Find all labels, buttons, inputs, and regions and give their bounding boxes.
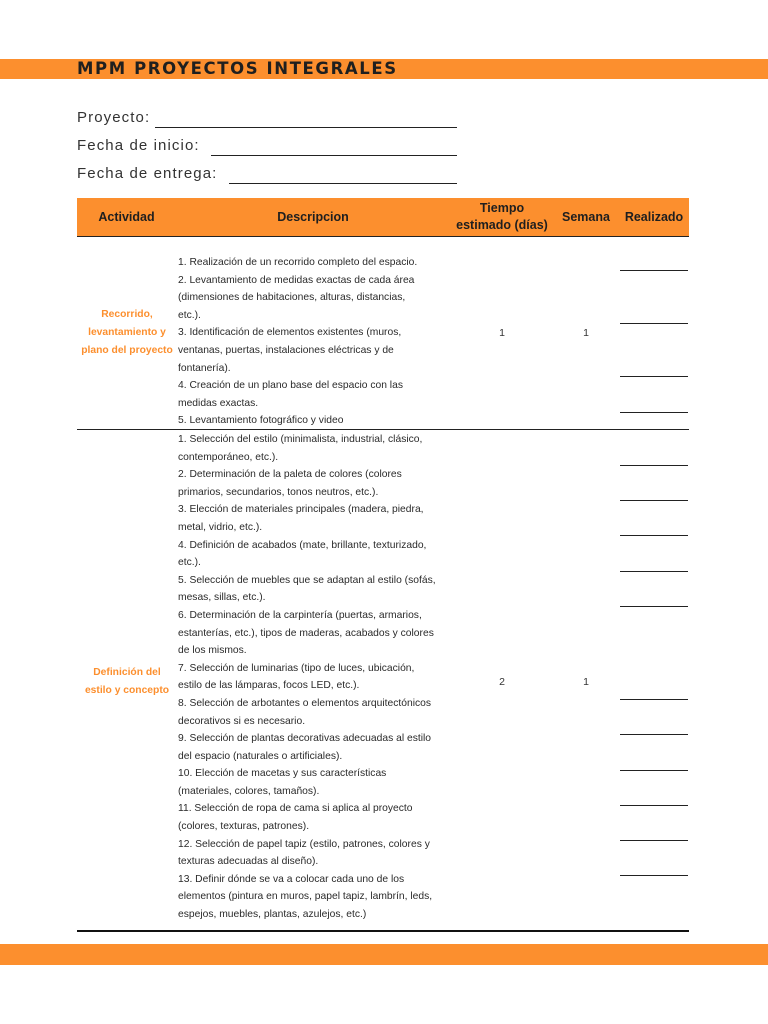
description-line: 10. Elección de macetas y sus características [178, 768, 387, 780]
delivery-date-label: Fecha de entrega: [77, 165, 218, 182]
description-line: texturas adecuadas al diseño). [178, 856, 319, 868]
description-line: 5. Levantamiento fotográfico y video [178, 415, 344, 427]
done-checkline[interactable] [620, 571, 688, 572]
done-checkline[interactable] [620, 270, 688, 271]
start-date-input-line[interactable] [211, 155, 457, 156]
done-checkline[interactable] [620, 323, 688, 324]
done-checkline[interactable] [620, 500, 688, 501]
description-cell [178, 431, 436, 924]
description-line: (materiales, colores, tamaños). [178, 785, 320, 797]
description-line: 1. Realización de un recorrido completo del espacio. [178, 257, 418, 268]
description-line: 7. Selección de luminarias (tipo de luces, ubicación, [178, 662, 415, 674]
footer-bar [0, 944, 768, 965]
header-semana: Semana [562, 209, 610, 224]
description-line: 11. Selección de ropa de cama si aplica al proyecto [178, 803, 413, 815]
start-date-label: Fecha de inicio: [77, 137, 200, 154]
table-bottom-border [77, 930, 689, 932]
row-divider [77, 429, 689, 430]
activity-label: Definición del estilo y concepto [84, 667, 170, 696]
done-checkline[interactable] [620, 734, 688, 735]
done-checkline[interactable] [620, 840, 688, 841]
activity-label: Recorrido, levantamiento y plano del proyecto [81, 309, 173, 356]
description-line: de los mismos. [178, 645, 247, 657]
description-line: 3. Identificación de elementos existentes (muros, [178, 327, 402, 339]
done-checkline[interactable] [620, 376, 688, 377]
description-line: medidas exactas. [178, 397, 259, 409]
description-line: 2. Levantamiento de medidas exactas de cada área [178, 274, 415, 286]
estimated-days: 1 [499, 327, 505, 339]
description-line: etc.). [178, 557, 201, 569]
page-title: MPM PROYECTOS INTEGRALES [77, 59, 398, 78]
description-line: decorativos si es necesario. [178, 715, 306, 727]
done-checkline[interactable] [620, 770, 688, 771]
description-line: 5. Selección de muebles que se adaptan al estilo (sofás, [178, 574, 436, 586]
project-input-line[interactable] [155, 127, 457, 128]
description-line: 1. Selección del estilo (minimalista, industrial, clásico, [178, 434, 423, 445]
done-checkline[interactable] [620, 412, 688, 413]
description-line: primarios, secundarios, tonos neutros, etc.). [178, 486, 379, 498]
description-line: contemporáneo, etc.). [178, 451, 279, 463]
description-line: espejos, muebles, plantas, azulejos, etc.) [178, 909, 367, 921]
description-line: estanterías, etc.), tipos de maderas, acabados y colores [178, 627, 434, 639]
header-actividad: Actividad [98, 209, 155, 224]
description-line: 13. Definir dónde se va a colocar cada uno de los [178, 873, 405, 885]
week-number: 1 [583, 676, 589, 688]
delivery-date-field[interactable] [77, 160, 457, 184]
week-number: 1 [583, 327, 589, 339]
estimated-days: 2 [499, 676, 505, 688]
header-descripcion: Descripcion [277, 209, 349, 224]
project-field[interactable] [77, 104, 457, 128]
description-line: del espacio (naturales o artificiales). [178, 750, 343, 762]
description-line: 2. Determinación de la paleta de colores (colores [178, 469, 402, 481]
done-checkline[interactable] [620, 465, 688, 466]
done-checkline[interactable] [620, 699, 688, 700]
description-line: (colores, texturas, patrones). [178, 821, 310, 833]
description-line: estilo de las lámparas, focos LED, etc.). [178, 680, 360, 692]
description-line: 6. Determinación de la carpintería (puertas, armarios, [178, 609, 422, 621]
done-checkline[interactable] [620, 535, 688, 536]
description-line: (dimensiones de habitaciones, alturas, distancias, [178, 292, 406, 304]
header-tiempo: Tiempo estimado (días) [456, 201, 548, 232]
header-realizado: Realizado [624, 209, 684, 224]
done-checkline[interactable] [620, 606, 688, 607]
done-checkline[interactable] [620, 805, 688, 806]
description-line: mesas, sillas, etc.). [178, 592, 266, 604]
description-line: ventanas, puertas, instalaciones eléctricas y de [178, 344, 394, 356]
delivery-date-input-line[interactable] [229, 183, 457, 184]
description-line: 8. Selección de arbotantes o elementos arquitectónicos [178, 697, 432, 709]
description-line: 12. Selección de papel tapiz (estilo, patrones, colores y [178, 838, 430, 850]
start-date-field[interactable] [77, 132, 457, 156]
description-cell [178, 254, 417, 430]
description-line: elementos (pintura en muros, papel tapiz, lambrín, leds, [178, 891, 433, 903]
description-line: 4. Creación de un plano base del espacio con las [178, 380, 403, 392]
description-line: 9. Selección de plantas decorativas adecuadas al estilo [178, 733, 432, 745]
description-line: etc.). [178, 309, 201, 321]
description-line: 4. Definición de acabados (mate, brillante, texturizado, [178, 539, 427, 551]
description-line: 3. Elección de materiales principales (madera, piedra, [178, 504, 424, 516]
project-label: Proyecto: [77, 109, 151, 126]
description-line: metal, vidrio, etc.). [178, 521, 263, 533]
done-checkline[interactable] [620, 875, 688, 876]
table-header [77, 198, 689, 237]
description-line: fontanería). [178, 362, 231, 374]
